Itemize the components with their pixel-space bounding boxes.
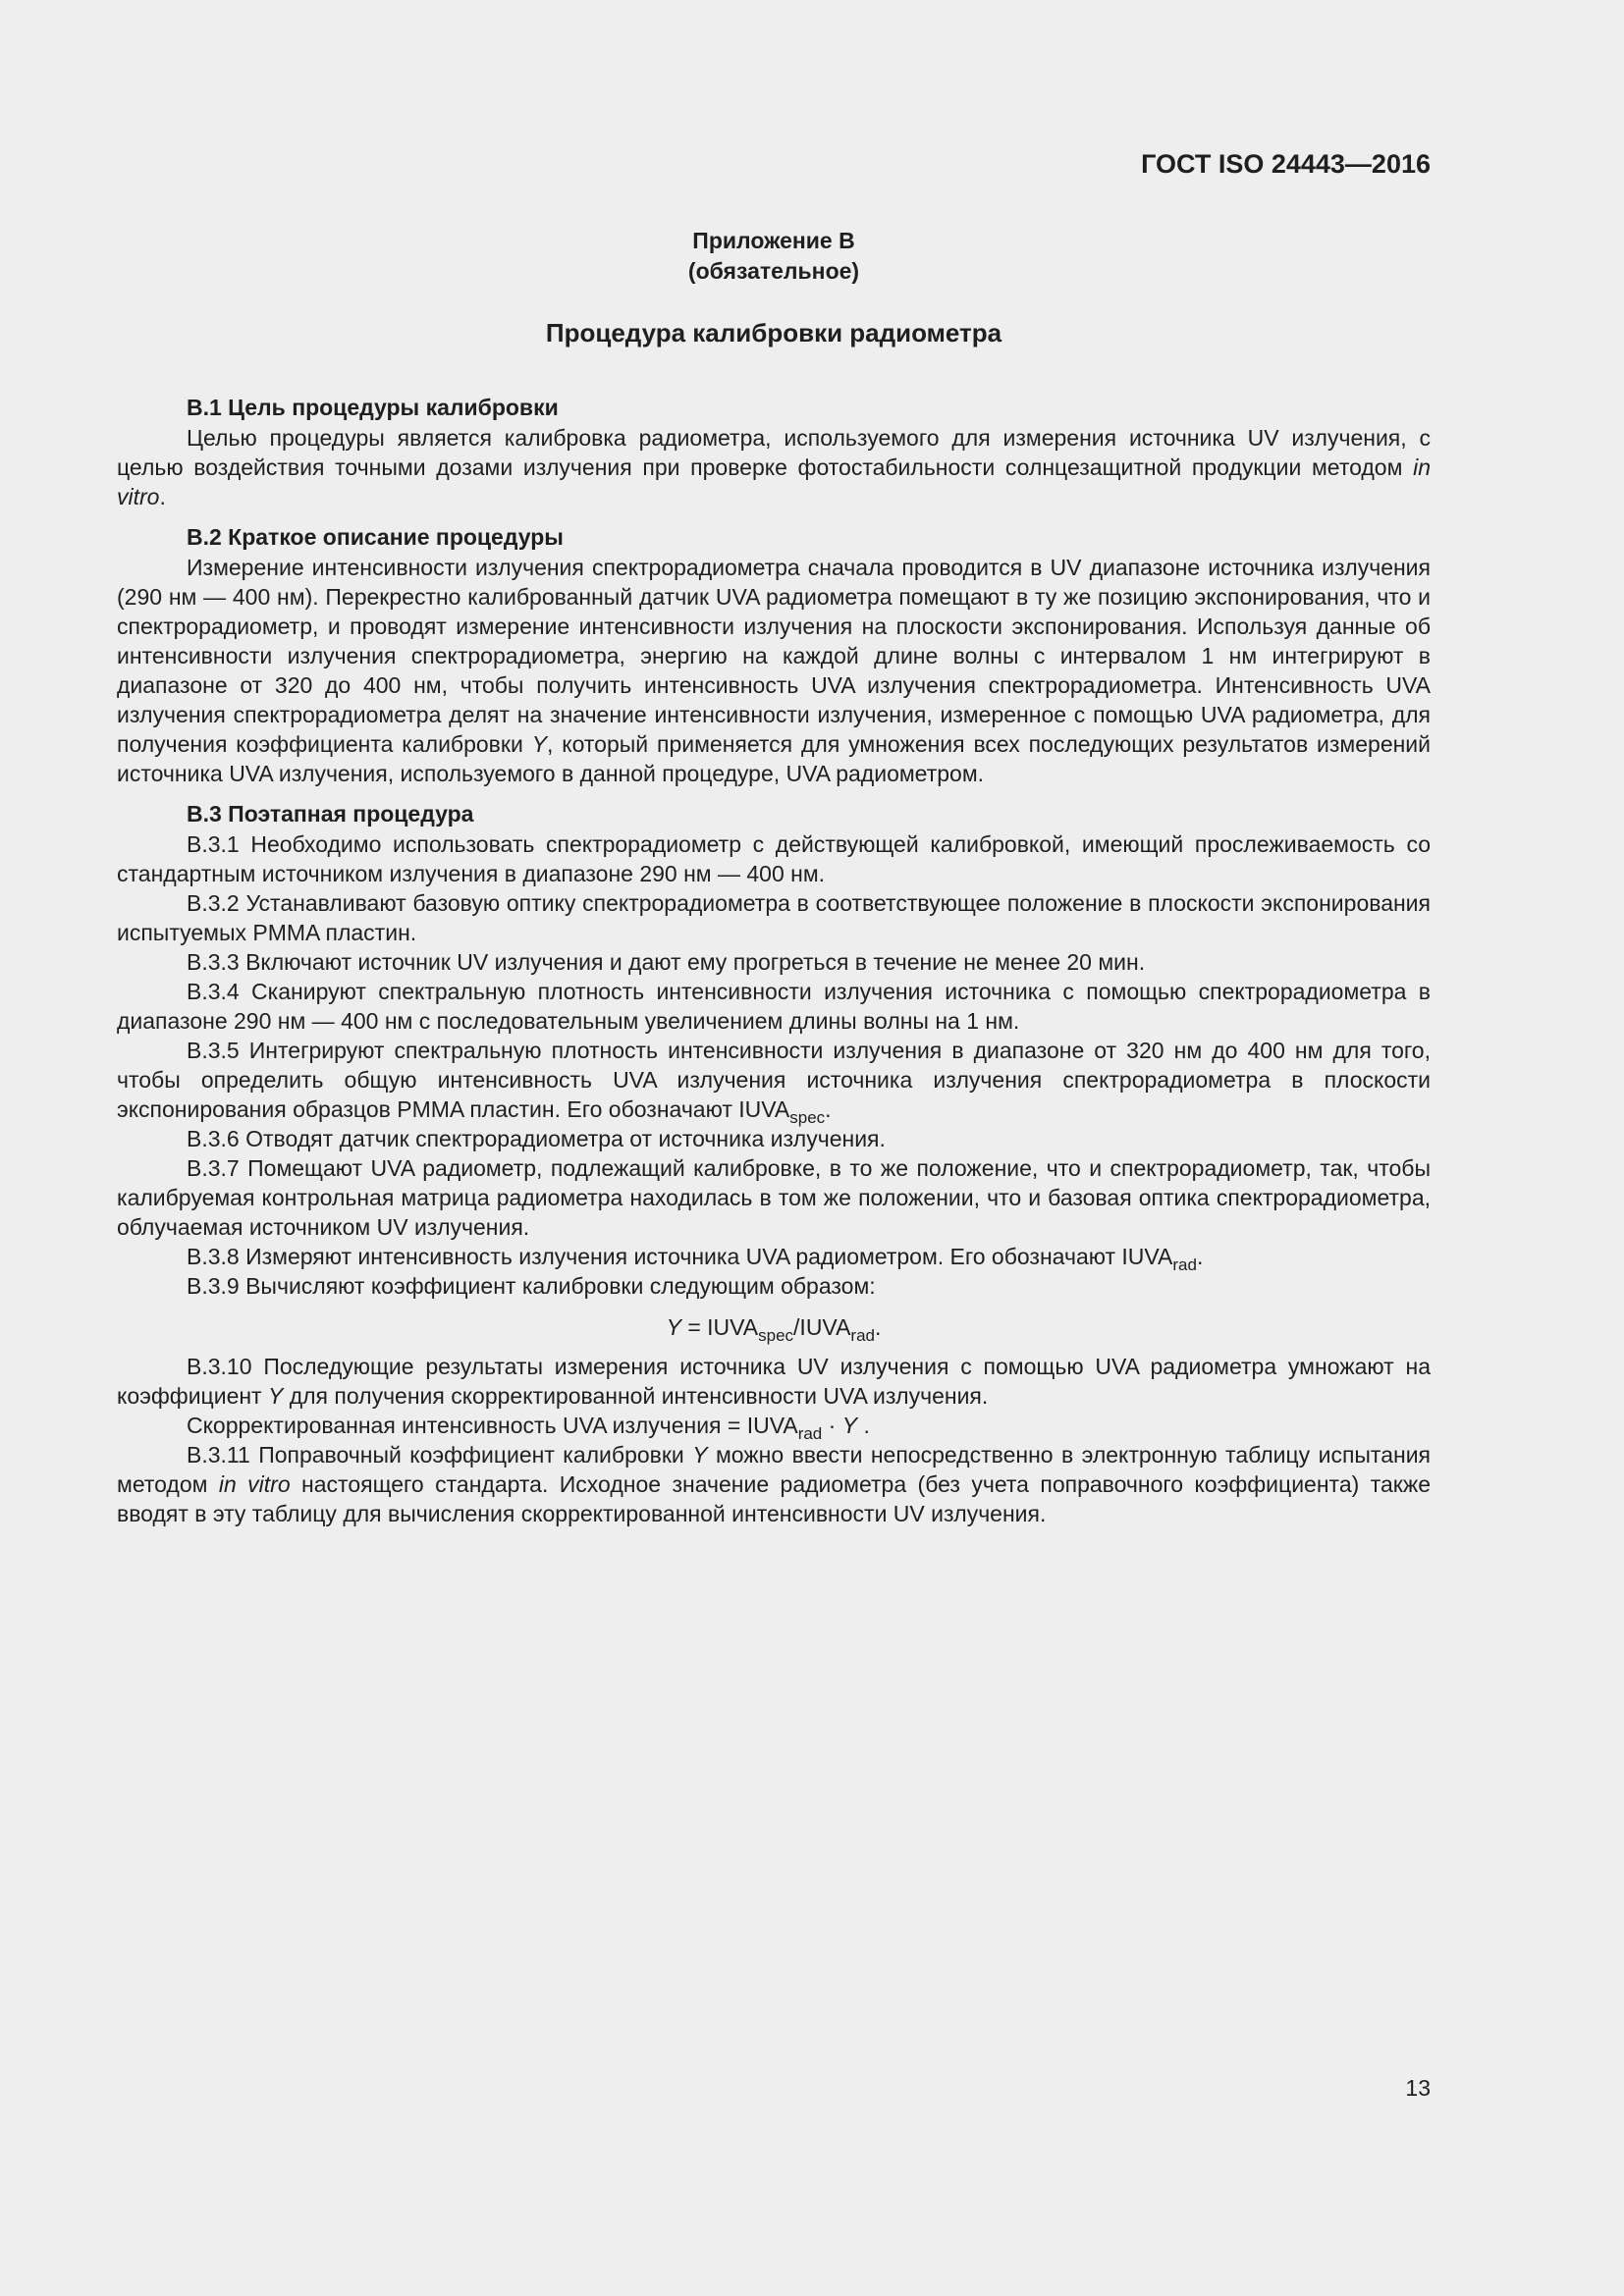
standard-number: ГОСТ ISO 24443—2016 (1141, 149, 1431, 179)
corrected-intensity-line: Скорректированная интенсивность UVA излучения = $IUVA_{rad} \cdot Y$ . (187, 1413, 870, 1443)
calibration-formula: $Y = IUVA_{spec}/IUVA_{rad}$. (666, 1314, 882, 1345)
step-b3-11: В.3.11 Поправочный коэффициент калибровки Y можно ввести непосредственно в электронную таблицу испытания методом in vitro настоящего стандарта. Исходное значение радиометра (без учета поправочного коэффициента) также вводят в эту таблицу для вычисления скорректированной интенсивности UV излучения. (117, 1442, 1431, 1526)
section-heading-b2: В.2 Краткое описание процедуры (187, 524, 564, 550)
step-b3-10: В.3.10 Последующие результаты измерения источника UV излучения с помощью UVA радиометра умножают на коэффициент Y для получения скорректированной интенсивности UVA излучения. (117, 1354, 1431, 1409)
annex-heading (117, 226, 1431, 287)
step-b3-9: В.3.9 Вычисляют коэффициент калибровки следующим образом: (187, 1273, 876, 1299)
step-b3-7: В.3.7 Помещают UVA радиометр, подлежащий калибровке, в то же положение, что и спектрорадиометр, так, чтобы калибруемая контрольная матрица радиометра находилась в том же положении, что и базовая оптика спектрорадиометра, облучаемая источником UV излучения. (117, 1155, 1431, 1240)
step-b3-4: В.3.4 Сканируют спектральную плотность интенсивности излучения источника с помощью спектрорадиометра в диапазоне 290 нм — 400 нм с последовательным увеличением длины волны на 1 нм. (117, 979, 1431, 1034)
section-heading-b3: В.3 Поэтапная процедура (187, 801, 474, 827)
paragraph-b1: Целью процедуры является калибровка радиометра, используемого для измерения источника UV излучения, с целью воздействия точными дозами излучения при проверке фотостабильности солнцезащитной продукции методом in vitro. (117, 425, 1431, 509)
step-b3-6: В.3.6 Отводят датчик спектрорадиометра от источника излучения. (187, 1126, 886, 1151)
paragraph-b2: Измерение интенсивности излучения спектрорадиометра сначала проводится в UV диапазоне источника излучения (290 нм — 400 нм). Перекрестно калиброванный датчик UVA радиометра помещают в ту же позицию экспонирования, что и спектрорадиометр, и проводят измерение интенсивности излучения на плоскости экспонирования. Используя данные об интенсивности излучения спектрорадиометра, энергию на каждой длине волны с интервалом 1 нм интегрируют в диапазоне от 320 до 400 нм, чтобы получить интенсивность UVA излучения спектрорадиометра. Интенсивность UVA излучения спектрорадиометра делят на значение интенсивности излучения, измеренное с помощью UVA радиометра, для получения коэффициента калибровки Y, который применяется для умножения всех последующих результатов измерений источника UVA излучения, используемого в данной процедуре, UVA радиометром. (117, 555, 1432, 786)
document-body (117, 392, 1431, 1528)
section-heading-b1: В.1 Цель процедуры калибровки (187, 395, 559, 420)
step-b3-2: В.3.2 Устанавливают базовую оптику спектрорадиометра в соответствующее положение в плоскости экспонирования испытуемых PMMA пластин. (117, 890, 1431, 945)
step-b3-8: В.3.8 Измеряют интенсивность излучения источника UVA радиометром. Его обозначают $IUVA_{rad}$. (187, 1244, 1204, 1274)
annex-title: Процедура калибровки радиометра (545, 318, 1002, 347)
page-number: 13 (1405, 2075, 1431, 2101)
step-b3-1: В.3.1 Необходимо использовать спектрорадиометр с действующей калибровкой, имеющий прослеживаемость со стандартным источником излучения в диапазоне 290 нм — 400 нм. (117, 831, 1431, 886)
step-b3-3: В.3.3 Включают источник UV излучения и дают ему прогреться в течение не менее 20 мин. (187, 949, 1146, 975)
step-b3-5: В.3.5 Интегрируют спектральную плотность интенсивности излучения в диапазоне от 320 нм до 400 нм для того, чтобы определить общую интенсивность UVA излучения источника излучения спектрорадиометра в плоскости экспонирования образцов PMMA пластин. Его обозначают $IUVA_{spec}$. (117, 1038, 1431, 1127)
annex-label: Приложение В (692, 228, 855, 253)
annex-status: (обязательное) (687, 258, 860, 284)
